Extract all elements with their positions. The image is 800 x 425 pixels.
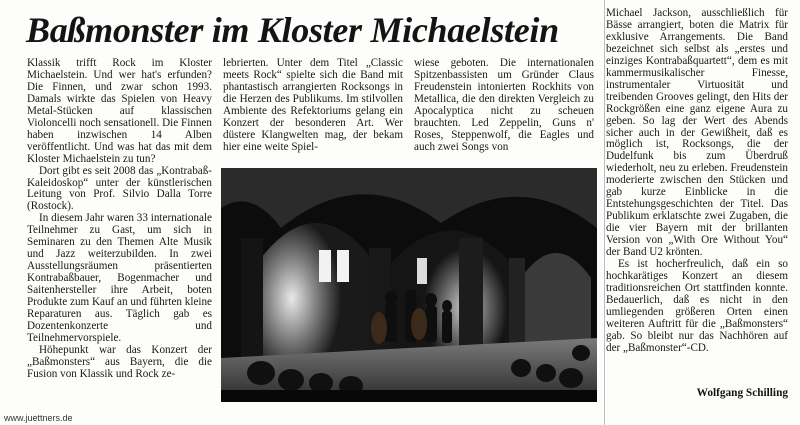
concert-photo <box>221 168 597 402</box>
paragraph: Michael Jackson, ausschließlich für Bässe arrangiert, boten die Matrix für exklusive Arrangements. Die Band bezeichnet sich selbst als „erstes und einziges Kontrabaßquartett“, dem es mit kammermusikalischer Finesse, instrumentaler Virtuosität und treibenden Grooves gelingt, den Hits der Rockgrößen eine ganz eigene Aura zu geben. So lag der Wert des Abends sicher auch in der Gewißheit, daß es möglich ist, Rocksongs, die der Dudelfunk bis zum Überdruß wiederholt, neu zu erleben. Freudenstein moderierte zwischen den Stücken und gab kurze Einblicke in die Entstehungsgeschichten der Titel. Das Publikum erklatschte zwei Zugaben, die die vier Bayern mit der brillanten Version von „With Ore Without You“ der Band U2 krönten. <box>606 8 788 259</box>
paragraph: Höhepunkt war das Konzert der „Baßmonsters“ aus Bayern, die die Fusion von Klassik und Rock ze- <box>27 343 212 380</box>
footer-url: www.juettners.de <box>4 413 73 423</box>
paragraph: In diesem Jahr waren 33 internationale Teilnehmer zu Gast, um sich in Seminaren zu den Themen Alte Musik und Jazz weiterzubilden. In zwei Ausstellungsräumen präsentierten Kontrabaßbauer, Bogenmacher und Saitenhersteller ihre Arbeit, boten Produkte zum Kauf an und führten kleine Reparaturen aus. Täglich gab es Dozentenkonzerte und Teilnehmervorspiele. <box>27 212 212 344</box>
paragraph: Es ist hocherfreulich, daß ein so hochkarätiges Konzert an diesem traditionsreichen Ort stattfinden konnte. Bedauerlich, daß es nicht in den umliegenden größeren Orten einen weiteren Auftritt für die „Baßmonsters“ gab. So bleibt nur das Nachhören auf der „Baßmonster“-CD. <box>606 258 788 354</box>
paragraph: lebrierten. Unter dem Titel „Classic meets Rock“ spielte sich die Band mit phantastisch arrangierten Rocksongs in die Herzen des Publikums. Im stilvollen Ambiente des Refektoriums gelang ein Konzert der besonderen Art. Wer düstere Klangwelten mag, der bekam hier eine weite Spiel- <box>223 58 403 153</box>
article-headline: Baßmonster im Kloster Michaelstein <box>26 10 559 50</box>
concert-photo-image <box>221 168 597 402</box>
article-column-3 <box>414 58 594 164</box>
author-signature: Wolfgang Schilling <box>696 387 788 399</box>
paragraph: wiese geboten. Die internationalen Spitzenbassisten um Gründer Claus Freudenstein intonierten Rockhits von Metallica, die den direkten Vergleich zu Apocalyptica nicht zu scheuen brauchten. Led Zeppelin, Guns n' Roses, Steppenwolf, die Eagles und auch zwei Songs von <box>414 58 594 153</box>
paragraph: Klassik trifft Rock im Kloster Michaelstein. Und wer hat's erfunden? Die Finnen, und zwar schon 1993. Damals wirkte das Spielen von Heavy Metal-Stücken auf klassischen Violoncelli noch sensationell. Die Finnen haben inzwischen 14 Alben veröffentlicht. Und was hat das mit dem Kloster Michaelstein zu tun? <box>27 58 212 165</box>
article-column-4 <box>606 8 788 400</box>
paragraph: Dort gibt es seit 2008 das „Kontrabaß-Kaleidoskop“ unter der künstlerischen Leitung von Prof. Silvio Dalla Torre (Rostock). <box>27 164 212 213</box>
column-divider <box>604 0 605 425</box>
article-column-1 <box>27 58 212 413</box>
article-column-2 <box>223 58 403 164</box>
